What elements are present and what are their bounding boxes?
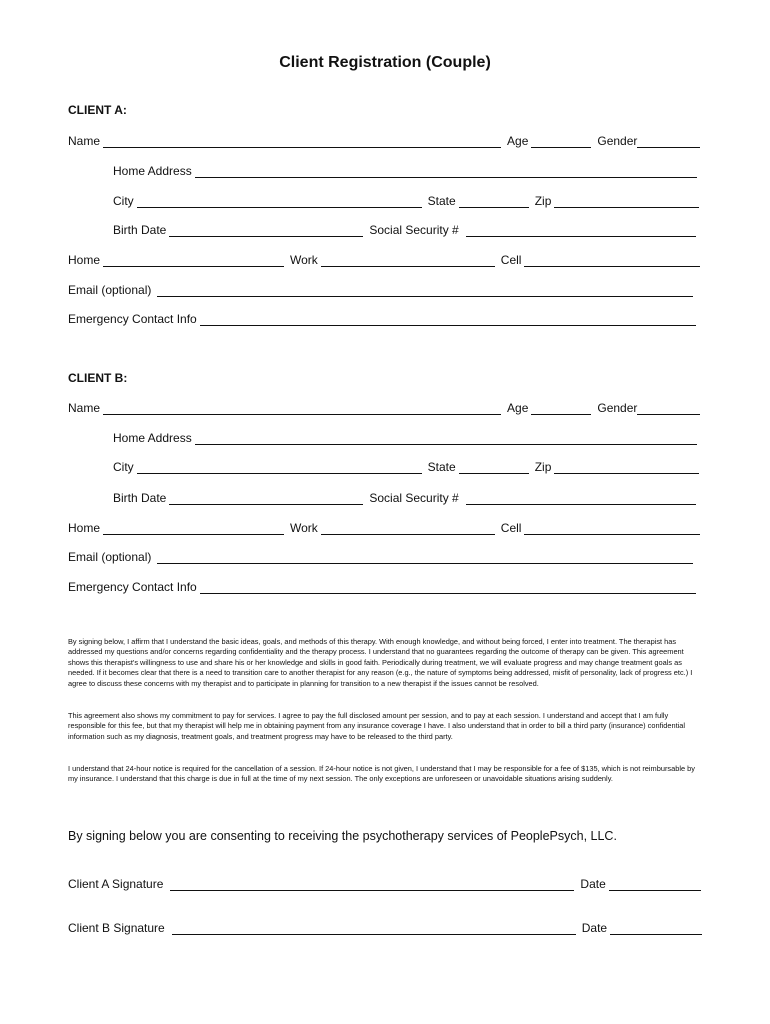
work-phone-label: Work xyxy=(290,253,318,267)
client-b-name-row xyxy=(68,399,700,415)
client-a-ssn-field[interactable] xyxy=(466,225,696,237)
client-b-birth-row xyxy=(113,489,696,505)
client-a-city-row xyxy=(113,192,699,208)
client-b-name-field[interactable] xyxy=(103,403,501,415)
zip-label: Zip xyxy=(534,460,552,474)
client-b-date-label: Date xyxy=(581,921,608,935)
cell-phone-label: Cell xyxy=(500,253,522,267)
client-a-work-phone-field[interactable] xyxy=(321,255,495,267)
ssn-label: Social Security # xyxy=(369,223,459,237)
page-title: Client Registration (Couple) xyxy=(279,54,491,71)
client-a-birth-row xyxy=(113,221,696,237)
ssn-label: Social Security # xyxy=(369,491,459,505)
client-b-age-field[interactable] xyxy=(531,403,591,415)
age-label: Age xyxy=(507,401,529,415)
client-b-cell-phone-field[interactable] xyxy=(524,523,700,535)
consent-statement: By signing below you are consenting to receiving the psychotherapy services of PeoplePsych, LLC. xyxy=(68,829,617,843)
client-a-age-field[interactable] xyxy=(531,136,591,148)
emergency-contact-label: Emergency Contact Info xyxy=(68,580,197,594)
client-a-city-field[interactable] xyxy=(137,196,422,208)
client-b-email-row xyxy=(68,548,693,564)
name-label: Name xyxy=(68,401,101,415)
client-a-birth-date-field[interactable] xyxy=(169,225,363,237)
client-b-gender-field[interactable] xyxy=(637,403,700,415)
client-a-cell-phone-field[interactable] xyxy=(524,255,700,267)
address-label: Home Address xyxy=(113,164,192,178)
client-b-date-field[interactable] xyxy=(610,923,702,935)
address-label: Home Address xyxy=(113,431,192,445)
client-a-email-field[interactable] xyxy=(157,285,693,297)
name-label: Name xyxy=(68,134,101,148)
client-a-emergency-contact-field[interactable] xyxy=(200,314,696,326)
work-phone-label: Work xyxy=(290,521,318,535)
client-b-address-field[interactable] xyxy=(195,433,697,445)
home-phone-label: Home xyxy=(68,521,101,535)
state-label: State xyxy=(427,460,456,474)
client-b-birth-date-field[interactable] xyxy=(169,493,363,505)
client-b-signature-label: Client B Signature xyxy=(68,921,165,935)
client-b-state-field[interactable] xyxy=(459,462,529,474)
client-a-emergency-row xyxy=(68,310,696,326)
city-label: City xyxy=(113,194,134,208)
home-phone-label: Home xyxy=(68,253,101,267)
gender-label: Gender xyxy=(597,134,638,148)
agreement-paragraph-cancellation: I understand that 24-hour notice is required for the cancellation of a session. If 24-hour notice is not given, I understand that I may be responsible for a fee of $135, which is not reimbursable by my insurance. I understand that this charge is due in full at the time of my next session. The only exceptions are unforeseen or unavoidable situations arising suddenly. xyxy=(68,764,695,784)
city-label: City xyxy=(113,460,134,474)
client-b-emergency-contact-field[interactable] xyxy=(200,582,696,594)
client-b-city-row xyxy=(113,458,699,474)
client-a-home-phone-field[interactable] xyxy=(103,255,284,267)
client-a-state-field[interactable] xyxy=(459,196,529,208)
client-b-ssn-field[interactable] xyxy=(466,493,696,505)
email-label: Email (optional) xyxy=(68,550,152,564)
client-a-name-field[interactable] xyxy=(103,136,501,148)
client-a-address-row xyxy=(113,162,697,178)
client-a-name-row xyxy=(68,132,700,148)
birth-date-label: Birth Date xyxy=(113,223,167,237)
client-a-email-row xyxy=(68,281,693,297)
client-a-phone-row xyxy=(68,251,700,267)
client-a-signature-field[interactable] xyxy=(170,879,574,891)
email-label: Email (optional) xyxy=(68,283,152,297)
client-b-signature-row xyxy=(68,919,702,935)
client-b-email-field[interactable] xyxy=(157,552,693,564)
client-b-heading: CLIENT B: xyxy=(68,371,128,385)
client-b-city-field[interactable] xyxy=(137,462,422,474)
state-label: State xyxy=(427,194,456,208)
gender-label: Gender xyxy=(597,401,638,415)
agreement-paragraph-treatment: By signing below, I affirm that I understand the basic ideas, goals, and methods of this therapy. With enough knowledge, and without being forced, I enter into treatment. The therapist has addressed my questions and/or concerns regarding confidentiality and the therapy process. I understand that no guarantees regarding the outcome of therapy can be given. This agreement shows this therapist's willingness to use and share his or her knowledge and skills in good faith. Periodically during treatment, we will evaluate progress and may change treatment goals as needed. If it becomes clear that there is a need to transition care to another therapist for any reason (e.g., the nature of symptoms being addressed, misfit of personality, lack of progress etc.) I agree to discuss these concerns with my therapist and to participate in planning for transition to a new therapist if the issues cannot be resolved. xyxy=(68,637,693,688)
client-b-work-phone-field[interactable] xyxy=(321,523,495,535)
client-a-zip-field[interactable] xyxy=(554,196,699,208)
client-a-gender-field[interactable] xyxy=(637,136,700,148)
client-b-zip-field[interactable] xyxy=(554,462,699,474)
client-b-phone-row xyxy=(68,519,700,535)
client-b-address-row xyxy=(113,429,697,445)
emergency-contact-label: Emergency Contact Info xyxy=(68,312,197,326)
client-a-signature-label: Client A Signature xyxy=(68,877,164,891)
cell-phone-label: Cell xyxy=(500,521,522,535)
age-label: Age xyxy=(507,134,529,148)
client-b-emergency-row xyxy=(68,578,696,594)
client-a-date-label: Date xyxy=(580,877,606,891)
agreement-paragraph-payment: This agreement also shows my commitment to pay for services. I agree to pay the full disclosed amount per session, and to pay at each session. I understand and accept that I am fully responsible for this fee, but that my therapist will help me in obtaining payment from any insurance coverage I have. I also understand that in order to bill a third party (insurance) confidential information such as my diagnosis, treatment goals, and treatment progress may have to be released to the third party. xyxy=(68,711,686,741)
birth-date-label: Birth Date xyxy=(113,491,167,505)
client-a-address-field[interactable] xyxy=(195,166,697,178)
client-a-date-field[interactable] xyxy=(609,879,701,891)
client-a-heading: CLIENT A: xyxy=(68,103,127,117)
zip-label: Zip xyxy=(534,194,552,208)
client-b-signature-field[interactable] xyxy=(172,923,576,935)
client-b-home-phone-field[interactable] xyxy=(103,523,284,535)
client-a-signature-row xyxy=(68,875,701,891)
